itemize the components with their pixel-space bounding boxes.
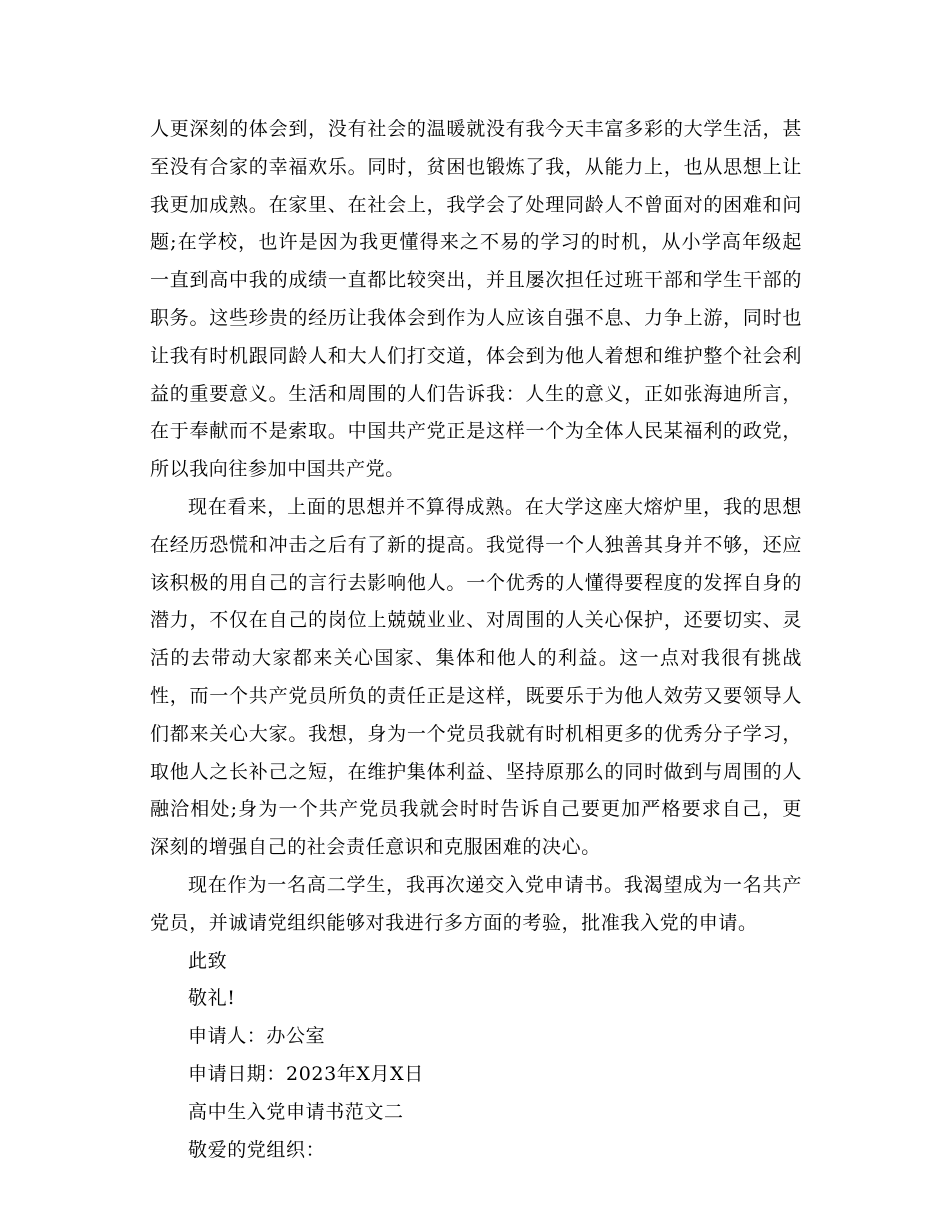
next-sample-greeting: 敬爱的党组织： <box>188 1138 326 1161</box>
applicant-line: 申请人：办公室 <box>188 1025 326 1048</box>
application-date: 申请日期：2023年X月X日 <box>188 1062 424 1085</box>
closing-salutation: 此致 <box>188 949 228 972</box>
paragraph-continuation: 人更深刻的体会到，没有社会的温暖就没有我今天丰富多彩的大学生活，甚至没有合家的幸福欢乐。同时，贫困也锻炼了我，从能力上，也从思想上让我更加成熟。在家里、在社会上，我学会了处理同龄人不曾面对的困难和问题;在学校，也许是因为我更懂得来之不易的学习的时机，从小学高年级起一直到高中我的成绩一直都比较突出，并且屡次担任过班干部和学生干部的职务。这些珍贵的经历让我体会到作为人应该自强不息、力争上游，同时也让我有时机跟同龄人和大人们打交道，体会到为他人着想和维护整个社会利益的重要意义。生活和周围的人们告诉我：人生的意义，正如张海迪所言，在于奉献而不是索取。中国共产党正是这样一个为全体人民某福利的政党，所以我向往参加中国共产党。 <box>150 118 802 481</box>
closing-respect: 敬礼! <box>188 987 236 1010</box>
document-body <box>150 111 802 1169</box>
next-sample-title: 高中生入党申请书范文二 <box>188 1100 404 1123</box>
paragraph-application: 现在作为一名高二学生，我再次递交入党申请书。我渴望成为一名共产党员，并诚请党组织能够对我进行多方面的考验，批准我入党的申请。 <box>150 873 802 934</box>
paragraph-reflection: 现在看来，上面的思想并不算得成熟。在大学这座大熔炉里，我的思想在经历恐慌和冲击之后有了新的提高。我觉得一个人独善其身并不够，还应该积极的用自己的言行去影响他人。一个优秀的人懂得要程度的发挥自身的潜力，不仅在自己的岗位上兢兢业业、对周围的人关心保护，还要切实、灵活的去带动大家都来关心国家、集体和他人的利益。这一点对我很有挑战性，而一个共产党员所负的责任正是这样，既要乐于为他人效劳又要领导人们都来关心大家。我想，身为一个党员我就有时机相更多的优秀分子学习，取他人之长补己之短，在维护集体利益、坚持原那么的同时做到与周围的人融洽相处;身为一个共产党员我就会时时告诉自己要更加严格要求自己，更深刻的增强自己的社会责任意识和克服困难的决心。 <box>150 495 802 859</box>
